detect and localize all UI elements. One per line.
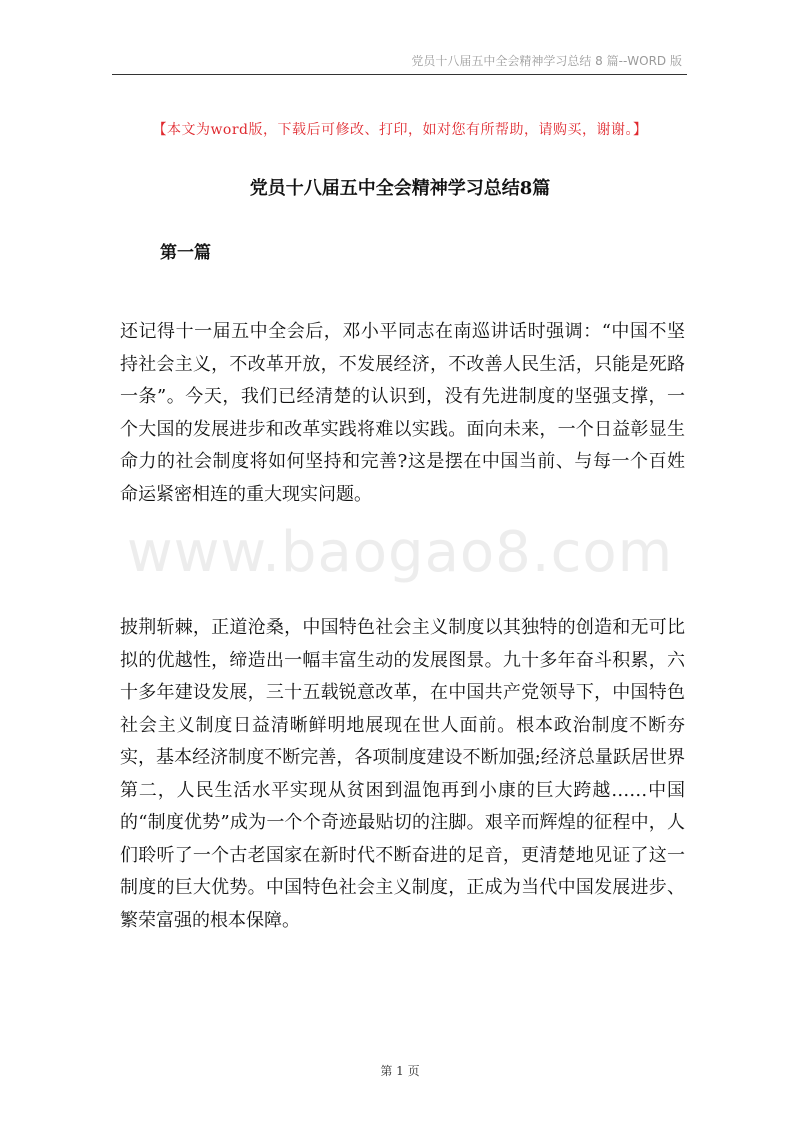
body-paragraph-1: 还记得十一届五中全会后，邓小平同志在南巡讲话时强调：“中国不坚持社会主义，不改革开放，不发展经济，不改善人民生活，只能是死路一条”。今天，我们已经清楚的认识到，没有先进制度的坚强支撑，一个大国的发展进步和改革实践将难以实践。面向未来，一个日益彰显生命力的社会制度将如何坚持和完善?这是摆在中国当前、与每一个百姓命运紧密相连的重大现实问题。 [120, 321, 685, 505]
download-notice: 【本文为word版，下载后可修改、打印，如对您有所帮助，请购买，谢谢。】 [152, 122, 648, 138]
page-number: 第 1 页 [380, 1064, 420, 1078]
section-heading: 第一篇 [160, 243, 211, 263]
watermark: www.baogao8.com [126, 520, 674, 585]
header-divider [112, 74, 687, 75]
document-title: 党员十八届五中全会精神学习总结8篇 [249, 178, 551, 199]
body-paragraph-2: 披荆斩棘，正道沧桑，中国特色社会主义制度以其独特的创造和无可比拟的优越性，缔造出一幅丰富生动的发展图景。九十多年奋斗积累，六十多年建设发展，三十五载锐意改革，在中国共产党领导下，中国特色社会主义制度日益清晰鲜明地展现在世人面前。根本政治制度不断夯实，基本经济制度不断完善，各项制度建设不断加强;经济总量跃居世界第二，人民生活水平实现从贫困到温饱再到小康的巨大跨越……中国的“制度优势”成为一个个奇迹最贴切的注脚。艰辛而辉煌的征程中，人们聆听了一个古老国家在新时代不断奋进的足音，更清楚地见证了这一制度的巨大优势。中国特色社会主义制度，正成为当代中国发展进步、繁荣富强的根本保障。 [120, 617, 685, 931]
running-header: 党员十八届五中全会精神学习总结 8 篇--WORD 版 [411, 54, 682, 68]
